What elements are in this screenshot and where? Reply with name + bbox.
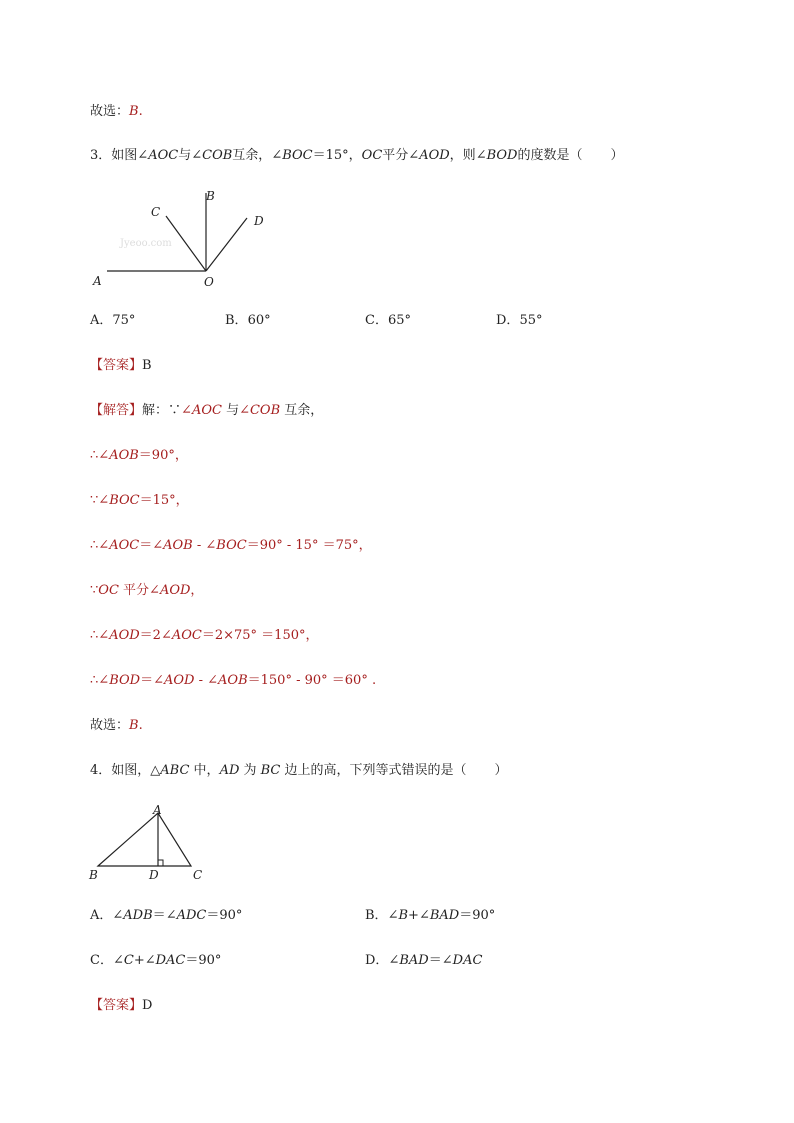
q3-option-d[interactable]: D．55° — [496, 313, 543, 328]
q3-analysis-line-5: ∵OC 平分∠AOD， — [90, 583, 204, 598]
q3-analysis-line-3: ∵∠BOC＝15°， — [90, 493, 189, 508]
label-a: A — [93, 274, 102, 288]
label-d: D — [254, 214, 264, 228]
q3-stem: 3．如图∠AOC与∠COB互余，∠BOC＝15°，OC平分∠AOD，则∠BOD的度数是（ ） — [90, 148, 624, 163]
q3-analysis-line-4: ∴∠AOC＝∠AOB - ∠BOC＝90° - 15° ＝75°， — [90, 538, 372, 553]
label-a: A — [153, 803, 162, 817]
watermark: Jyeoo.com — [120, 238, 172, 249]
q4-answer: 【答案】D — [90, 998, 153, 1013]
label-b: B — [206, 189, 215, 203]
q4-stem: 4．如图，△ABC 中，AD 为 BC 边上的高，下列等式错误的是（ ） — [90, 763, 508, 778]
q3-analysis-line-7: ∴∠BOD＝∠AOD - ∠AOB＝150° - 90° ＝60° . — [90, 673, 377, 688]
q4-option-d[interactable]: D．∠BAD＝∠DAC — [365, 953, 483, 968]
q3-analysis-line-6: ∴∠AOD＝2∠AOC＝2×75° ＝150°， — [90, 628, 319, 643]
q3-conclusion: 故选：B. — [90, 718, 143, 733]
label-d: D — [149, 868, 159, 882]
q4-option-a[interactable]: A．∠ADB＝∠ADC＝90° — [90, 908, 243, 923]
label-c: C — [151, 205, 161, 219]
q3-analysis-line-2: ∴∠AOB＝90°， — [90, 448, 188, 463]
label-b: B — [89, 868, 98, 882]
q4-option-c[interactable]: C．∠C+∠DAC＝90° — [90, 953, 222, 968]
q4-option-b[interactable]: B．∠B+∠BAD＝90° — [365, 908, 496, 923]
q3-option-a[interactable]: A．75° — [90, 313, 136, 328]
label-o: O — [204, 275, 214, 289]
q3-analysis-line-1: 【解答】解：∵∠AOC 与∠COB 互余， — [90, 403, 324, 418]
q3-option-b[interactable]: B．60° — [225, 313, 271, 328]
q3-option-c[interactable]: C．65° — [365, 313, 411, 328]
label-c: C — [193, 868, 203, 882]
triangle-abc — [98, 813, 191, 866]
q3-answer: 【答案】B — [90, 358, 152, 373]
solution-line: 故选：B. — [90, 104, 143, 119]
right-angle-mark — [158, 860, 163, 866]
